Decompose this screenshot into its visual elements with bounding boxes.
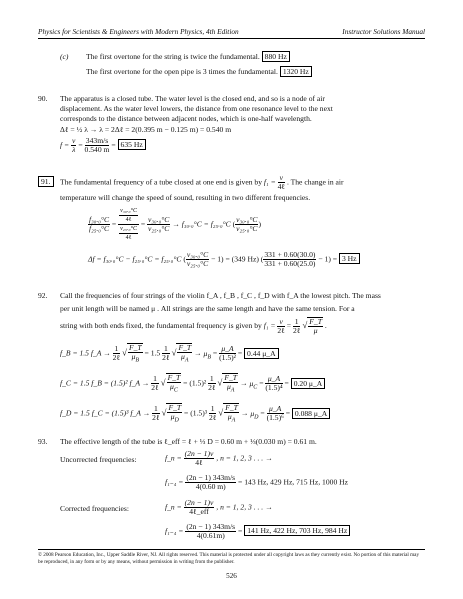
running-header [38, 26, 425, 39]
paragraph-line: corresponds to the distance between adjacent nodes, which is one-half wavelength. [60, 114, 312, 123]
copyright-footer: © 2008 Pearson Education, Inc., Upper Saddle River, NJ. All rights reserved. This material is protected under all copyright laws as they currently exist. No portion of this material may be reproduced, in any form or by any means, without permission in writing from the publisher. [38, 549, 425, 565]
equation: f₁₋₄ = $\frac{(2n - 1) 343m/s}{4(0.61m)}$ = 141 Hz, 422 Hz, 703 Hz, 984 Hz [165, 523, 350, 540]
equation-delta: Δf = f₃₀.₀°C − f₂₅.₀°C = f₂₅.₀°C ( $\frac{\text{v₃₀.₀°C}}{\text{v₂₅.₀°C}}$ − 1) = (349 Hz) ( $\frac{331 + 0.60(30.0)}{331 + 0.60(25.0)}$ − 1) = 3 Hz [88, 251, 360, 268]
answer-box: 141 Hz, 422 Hz, 703 Hz, 984 Hz [244, 525, 350, 536]
answer-box: 880 Hz [262, 51, 290, 62]
header-manual-title: Instructor Solutions Manual [342, 27, 425, 36]
problem-number: 91. [38, 177, 54, 186]
part-label-c: (c) [60, 52, 69, 61]
header-book-title: Physics for Scientists & Engineers with Modern Physics, 4th Edition [38, 27, 239, 36]
page-number: 526 [226, 572, 237, 580]
answer-box: 0.088 μ_A [292, 408, 330, 419]
answer-box: 635 Hz [118, 139, 146, 150]
equation-row: f_C = 1.5 f_B = (1.5)² f_A → 1 2ℓ √ $\frac{F\_T}{\mu_C}$ = (1.5)² 1 2ℓ √ $\frac{F\_T}{\mu_A}$ → $\mu_C$ = $\frac{\mu\_A}{\text{(1.5)⁴}}$ = 0.20 μ_A [60, 373, 325, 395]
equation-row: f_B = 1.5 f_A → 1 2ℓ √ $\frac{F\_T}{\mu_B}$ = 1.5 1 2ℓ √ $\frac{F\_T}{\mu_A}$ → $\mu_B$ = $\frac{\mu\_A}{\text{(1.5)²}}$ = 0.44 μ_A [60, 343, 279, 365]
equation: f₁₋₄ = $\frac{(2n - 1) 343m/s}{4(0.60 m)}$ = 143 Hz, 429 Hz, 715 Hz, 1000 Hz [165, 473, 348, 491]
problem-number: 92. [38, 291, 48, 300]
paragraph-line: string with both ends fixed, the fundamental frequency is given by f₁ = v 2ℓ = 1 2ℓ √ $\frac{F\_T}{\mu}$ . [60, 316, 327, 335]
paragraph-line: per unit length will be named μ . All strings are the same length and have the same tension. For a [60, 304, 355, 313]
paragraph-line: Call the frequencies of four strings of the violin f_A , f_B , f_C , f_D with f_A the lowest pitch. The mass [60, 291, 381, 300]
paragraph-line: The fundamental frequency of a tube closed at one end is given by f₁ = v 4ℓ . The change in air [60, 173, 344, 191]
equation: f = $\frac{v}{\lambda}$ = $\frac{343m/s}{0.540 m}$ = 635 Hz [60, 137, 146, 154]
equation-ratio: $\frac{\text{f₃₀.₀°C}}{\text{f₂₅.₀°C}}$ = v₃₀.₀°C 4ℓ v₂₅.₀°C 4ℓ = $\frac{\text{v₃₀.₀°C}}{\text{v₂₅.₀°C}}$ → f₃₀.₀°C = f₂₅.₀°C ( $\frac{\text{v₃₀.₀°C}}{\text{v₂₅.₀°C}}$ ) [89, 208, 261, 241]
paragraph-line: The effective length of the tube is ℓ_eff = ℓ + ⅓ D = 0.60 m + ⅓(0.030 m) = 0.61 m. [60, 437, 317, 446]
paragraph-line: The apparatus is a closed tube. The water level is the closed end, and so is a node of air [60, 94, 325, 103]
text-line: The first overtone for the string is twice the fundamental. 880 Hz [86, 52, 290, 61]
label: Uncorrected frequencies: [60, 455, 137, 464]
equation: Δℓ = ½ λ → λ = 2Δℓ = 2(0.395 m − 0.125 m) = 0.540 m [60, 125, 232, 134]
paragraph-line: temperature will change the speed of sound, resulting in two different frequencies. [60, 193, 311, 202]
equation: f_n = (2n − 1)v 4ℓ_eff , n = 1, 2, 3 . . . → [165, 498, 273, 516]
problem-number: 90. [38, 94, 48, 103]
answer-box: 0.44 μ_A [244, 348, 279, 359]
equation-row: f_D = 1.5 f_C = (1.5)³ f_A → 1 2ℓ √ $\frac{F\_T}{\mu_D}$ = (1.5)³ 1 2ℓ √ $\frac{F\_T}{\mu_A}$ → $\mu_D$ = $\frac{\mu\_A}{\text{(1.5)⁶}}$ = 0.088 μ_A [60, 403, 330, 425]
label: Corrected frequencies: [60, 504, 129, 513]
text-line: The first overtone for the open pipe is 3 times the fundamental. 1320 Hz [86, 67, 312, 76]
answer-box: 1320 Hz [280, 66, 312, 77]
equation: f_n = (2n − 1)v 4ℓ , n = 1, 2, 3 . . . → [165, 449, 273, 467]
paragraph-line: displacement. As the water level lowers, the distance from one resonance level to the next [60, 104, 333, 113]
answer-box: 3 Hz [339, 253, 360, 264]
problem-number: 93. [38, 437, 48, 446]
answer-box: 0.20 μ_A [291, 378, 326, 389]
